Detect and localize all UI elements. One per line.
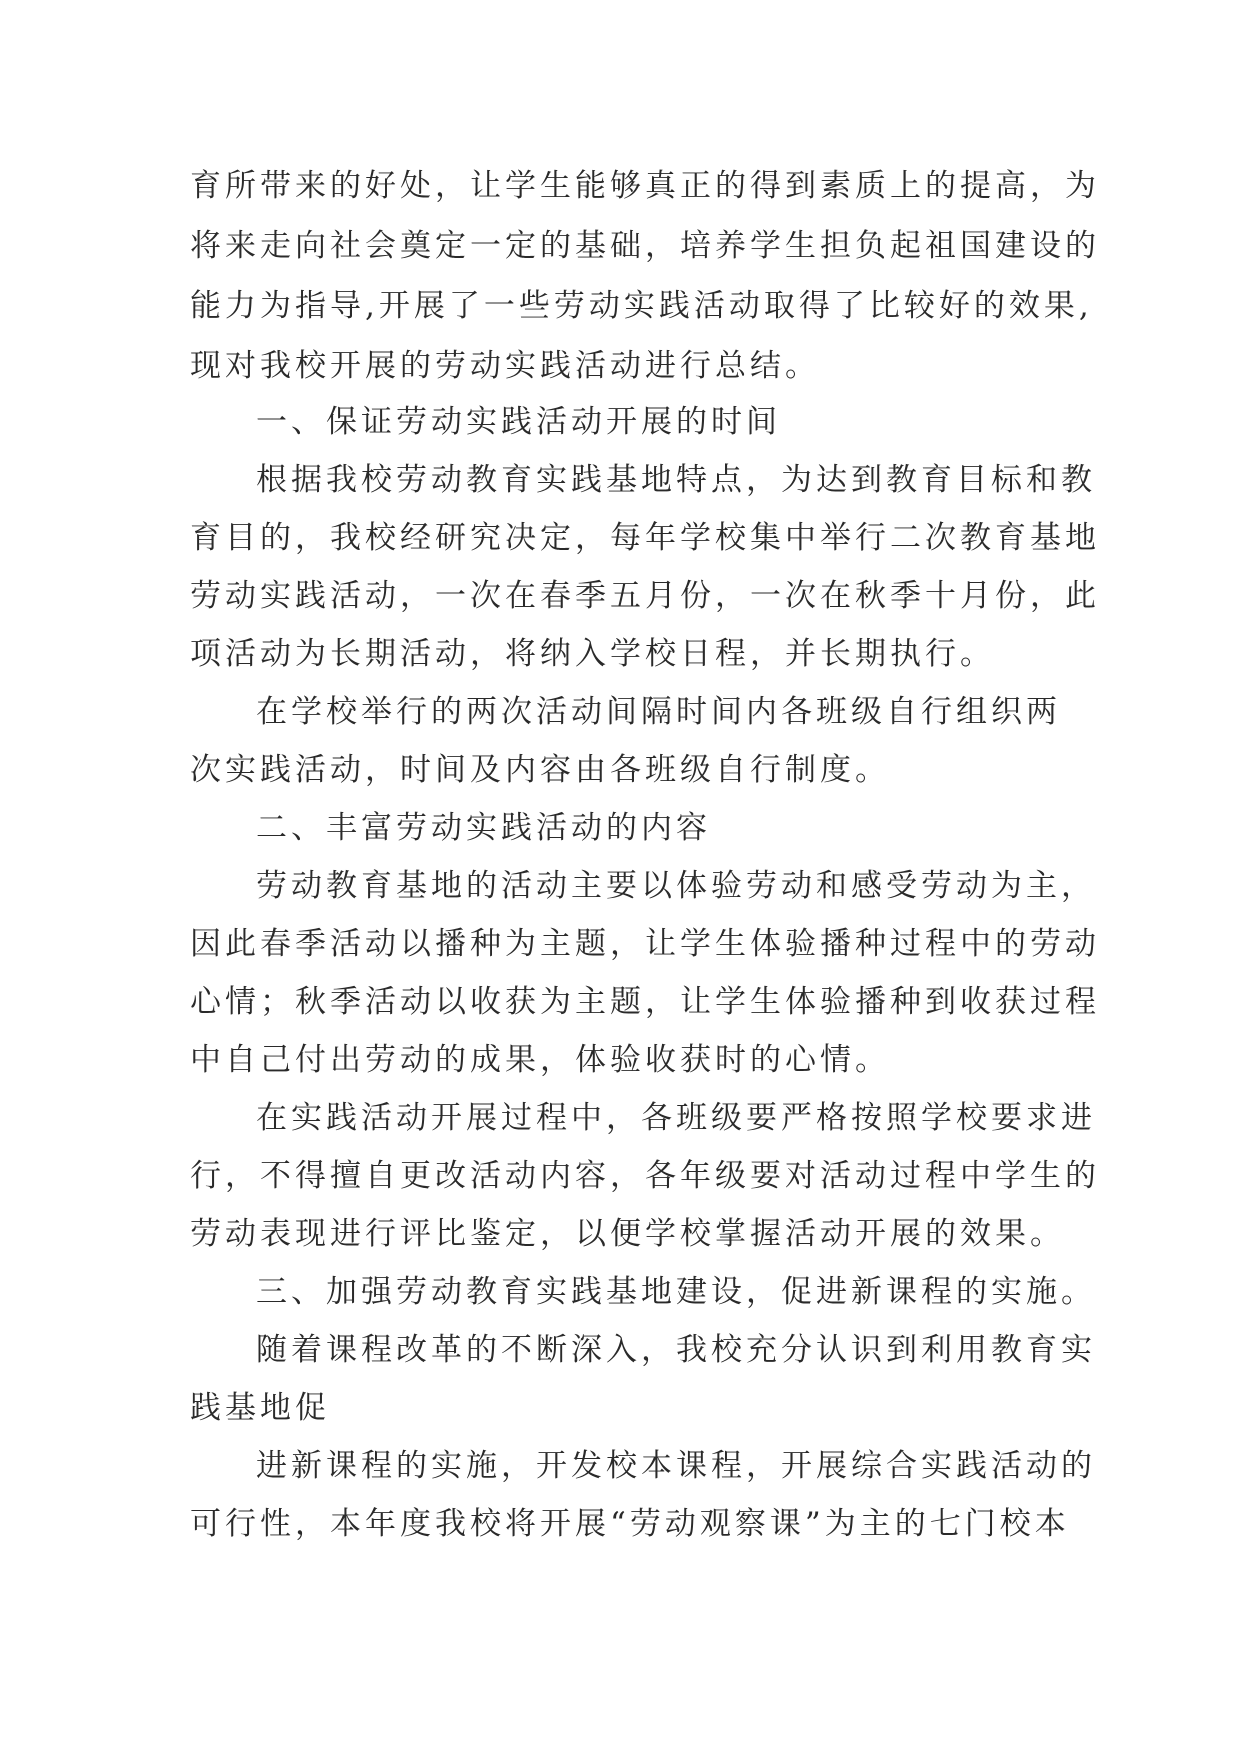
paragraph-line: 项活动为长期活动，将纳入学校日程，并长期执行。 [190,636,995,672]
paragraph-line: 能力为指导,开展了一些劳动实践活动取得了比较好的效果, [190,288,1093,324]
paragraph-line: 劳动表现进行评比鉴定，以便学校掌握活动开展的效果。 [190,1216,1065,1252]
paragraph-line: 劳动教育基地的活动主要以体验劳动和感受劳动为主， [256,868,1096,904]
paragraph-line: 育目的，我校经研究决定，每年学校集中举行二次教育基地 [190,520,1100,556]
paragraph-line: 随着课程改革的不断深入，我校充分认识到利用教育实 [256,1332,1096,1368]
paragraph-line: 现对我校开展的劳动实践活动进行总结。 [190,348,820,384]
paragraph-line: 次实践活动，时间及内容由各班级自行制度。 [190,752,890,788]
paragraph-line: 因此春季活动以播种为主题，让学生体验播种过程中的劳动 [190,926,1100,962]
paragraph-line: 劳动实践活动，一次在春季五月份，一次在秋季十月份，此 [190,578,1100,614]
section-heading-1: 一、保证劳动实践活动开展的时间 [256,404,781,440]
paragraph-line: 心情；秋季活动以收获为主题，让学生体验播种到收获过程 [190,984,1100,1020]
paragraph-line: 在实践活动开展过程中，各班级要严格按照学校要求进 [256,1100,1096,1136]
section-heading-2: 二、丰富劳动实践活动的内容 [256,810,711,846]
paragraph-line: 行，不得擅自更改活动内容，各年级要对活动过程中学生的 [190,1158,1100,1194]
paragraph-line: 践基地促 [190,1390,330,1426]
section-heading-3: 三、加强劳动教育实践基地建设，促进新课程的实施。 [256,1274,1096,1310]
paragraph-line: 可行性，本年度我校将开展“劳动观察课”为主的七门校本 [190,1506,1070,1542]
paragraph-line: 在学校举行的两次活动间隔时间内各班级自行组织两 [256,694,1061,730]
paragraph-line: 根据我校劳动教育实践基地特点，为达到教育目标和教 [256,462,1096,498]
paragraph-line: 育所带来的好处，让学生能够真正的得到素质上的提高，为 [190,168,1100,204]
paragraph-line: 将来走向社会奠定一定的基础，培养学生担负起祖国建设的 [190,228,1100,264]
paragraph-line: 中自己付出劳动的成果，体验收获时的心情。 [190,1042,890,1078]
paragraph-line: 进新课程的实施，开发校本课程，开展综合实践活动的 [256,1448,1096,1484]
